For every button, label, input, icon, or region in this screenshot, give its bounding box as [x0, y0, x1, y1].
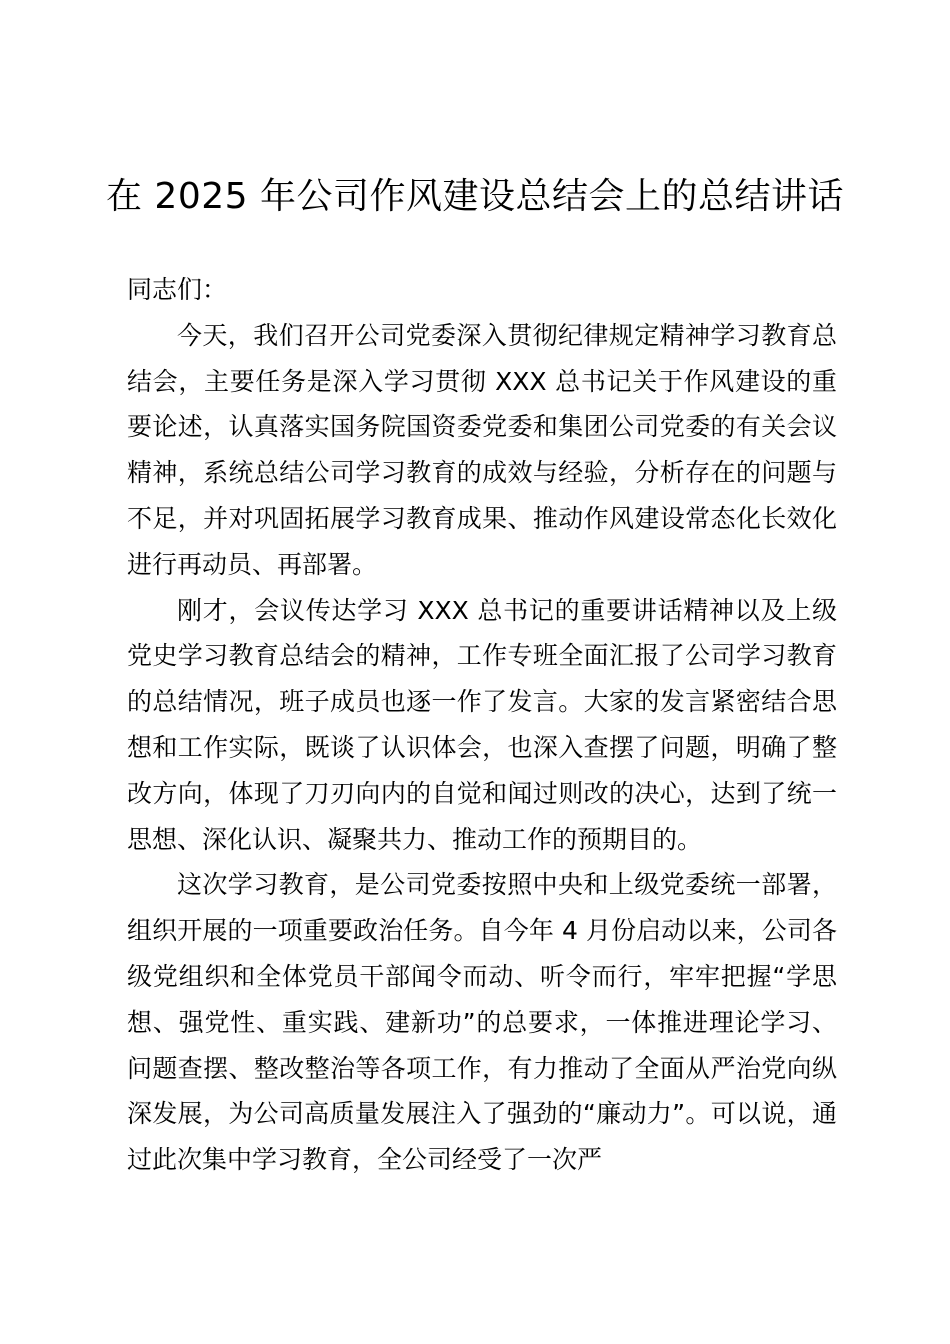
document-title: 在 2025 年公司作风建设总结会上的总结讲话: [105, 176, 844, 217]
paragraph-3: 这次学习教育，是公司党委按照中央和上级党委统一部署，组织开展的一项重要政治任务。自今年 4 月份启动以来，公司各级党组织和全体党员干部闻令而动、听令而行，牢牢把握“学思想、强党性、重实践、建新功”的总要求，一体推进理论学习、问题查摆、整改整治等各项工作，有力推动了全面从严治党向纵深发展，为公司高质量发展注入了强劲的“廉动力”。可以说，通过此次集中学习教育，全公司经受了一次严: [127, 870, 837, 1175]
paragraph-2: 刚才，会议传达学习 XXX 总书记的重要讲话精神以及上级党史学习教育总结会的精神，工作专班全面汇报了公司学习教育的总结情况，班子成员也逐一作了发言。大家的发言紧密结合思想和工作实际，既谈了认识体会，也深入查摆了问题，明确了整改方向，体现了刀刃向内的自觉和闻过则改的决心，达到了统一思想、深化认识、凝聚共力、推动工作的预期目的。: [127, 595, 837, 854]
paragraph-1: 今天，我们召开公司党委深入贯彻纪律规定精神学习教育总结会，主要任务是深入学习贯彻 XXX 总书记关于作风建设的重要论述，认真落实国务院国资委党委和集团公司党委的有关会议精神，系统总结公司学习教育的成效与经验，分析存在的问题与不足，并对巩固拓展学习教育成果、推动作风建设常态化长效化进行再动员、再部署。: [127, 320, 837, 579]
document-body: [127, 267, 837, 1183]
salutation: 同志们：: [127, 275, 228, 304]
